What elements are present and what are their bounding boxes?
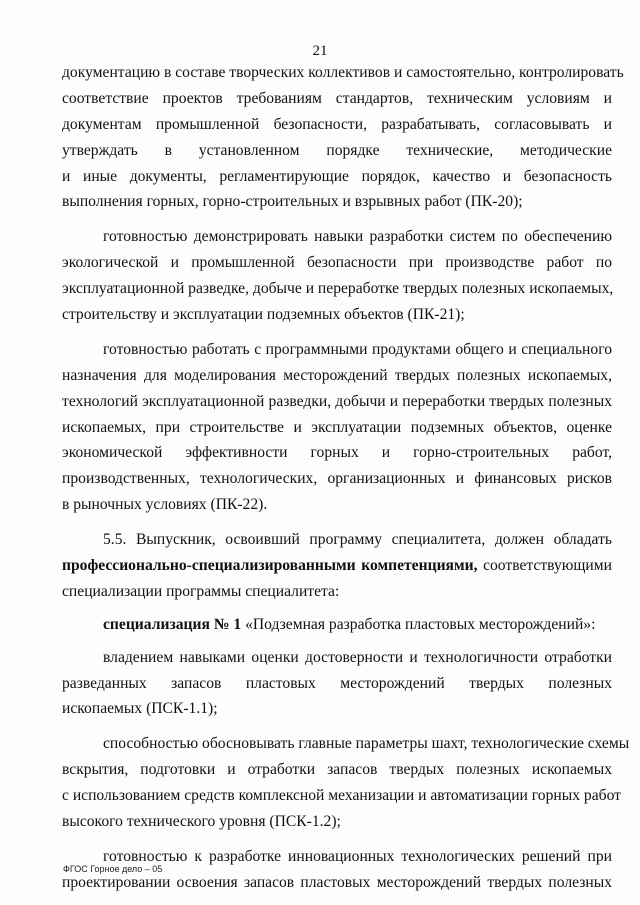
specialization-heading	[62, 612, 612, 638]
text-line: способностью обосновывать главные параметры шахт, технологические схемы	[103, 735, 630, 753]
text-line: готовностью работать с программными продуктами общего и специального	[103, 340, 612, 358]
paragraph-5-5	[62, 527, 612, 605]
paragraph-pk20	[62, 60, 624, 215]
text-line: проектировании освоения запасов пластовых месторождений твердых полезных	[62, 873, 612, 891]
text-line: назначения для моделирования месторождений твердых полезных ископаемых,	[62, 366, 612, 384]
text-line: документацию в составе творческих коллективов и самостоятельно, контролировать	[62, 64, 624, 81]
text-line: вскрытия, подготовки и отработки запасов твердых полезных ископаемых	[62, 761, 612, 779]
specialization-label: специализация № 1	[103, 615, 242, 633]
text-line: экономической эффективности горных и горно-строительных работ,	[62, 444, 612, 462]
paragraph-psk-1-1	[62, 645, 612, 723]
text-line: 5.5. Выпускник, освоивший программу специалитета, должен обладать	[103, 531, 612, 549]
text-line: готовностью к разработке инновационных технологических решений при	[103, 847, 612, 865]
page-footer: ФГОС Горное дело – 05	[63, 864, 163, 874]
text-line: ископаемых (ПСК-1.1);	[62, 700, 218, 718]
text-line: производственных, технологических, организационных и финансовых рисков	[62, 470, 612, 488]
text-line: в рыночных условиях (ПК-22).	[62, 496, 268, 514]
paragraph-pk21	[62, 224, 612, 328]
text-line: экологической и промышленной безопасности при производстве работ по	[62, 254, 612, 272]
specialization-title: «Подземная разработка пластовых месторождений»:	[241, 615, 596, 633]
text-span: соответствующими	[477, 557, 612, 575]
text-line: и иные документы, регламентирующие порядок, качество и безопасность	[62, 167, 612, 185]
bold-term: профессионально-специализированными компетенциями,	[62, 557, 478, 575]
paragraph-psk-1-2	[62, 731, 630, 835]
paragraph-pk22	[62, 337, 612, 518]
text-line: ископаемых, при строительстве и эксплуатации подземных объектов, оценке	[62, 418, 612, 436]
text-line: технологий эксплуатационной разведки, добычи и переработки твердых полезных	[62, 392, 612, 410]
text-line: с использованием средств комплексной механизации и автоматизации горных работ	[62, 787, 621, 805]
text-line	[62, 553, 612, 579]
text-line: специализации программы специалитета:	[62, 582, 340, 600]
text-line: разведанных запасов пластовых месторождений твердых полезных	[62, 674, 612, 692]
text-line: эксплуатационной разведке, добыче и переработке твердых полезных ископаемых,	[62, 280, 614, 298]
text-line: владением навыками оценки достоверности и технологичности отработки	[103, 648, 612, 666]
page-body	[62, 60, 630, 896]
text-line: соответствие проектов требованиям стандартов, техническим условиям и	[62, 89, 612, 107]
text-line: готовностью демонстрировать навыки разработки систем по обеспечению	[103, 228, 612, 246]
text-line: высокого технического уровня (ПСК-1.2);	[62, 813, 341, 831]
text-line: утверждать в установленном порядке технические, методические	[62, 141, 612, 159]
text-line: выполнения горных, горно-строительных и взрывных работ (ПК-20);	[62, 193, 523, 211]
page-number: 21	[312, 43, 328, 59]
text-line: документам промышленной безопасности, разрабатывать, согласовывать и	[62, 115, 612, 133]
text-line: строительству и эксплуатации подземных объектов (ПК-21);	[62, 306, 465, 324]
